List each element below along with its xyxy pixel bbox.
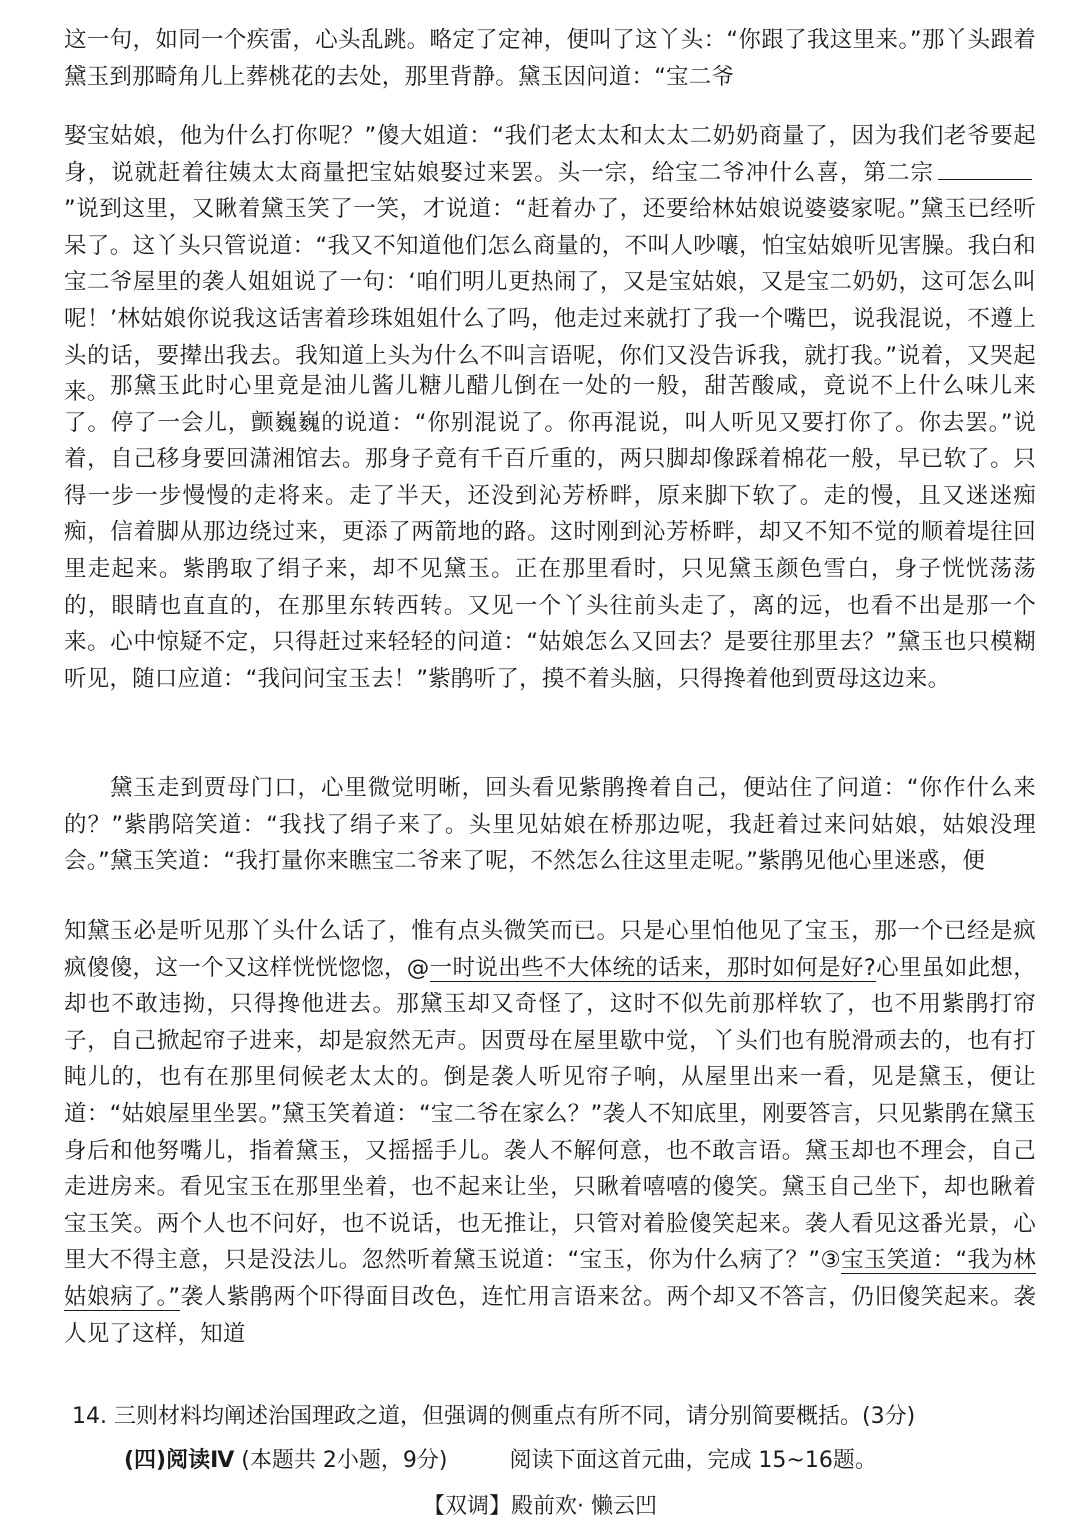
passage-paragraph-5: [64, 913, 1036, 1352]
fill-in-blank-line: [938, 167, 1032, 180]
section-4-info: (本题共 2小题，9分): [241, 1448, 448, 1473]
passage-text: 黛玉走到贾母门口，心里微觉明晰，回头看见紫鹃搀着自己，便站住了问道：“你作什么来的？”紫鹃陪笑道：“我找了绢子来了。头里见姑娘在桥那边呢，我赶着过来问姑娘，姑娘没理会。”黛玉笑道：“我打量你来瞧宝二爷来了呢，不然怎么往这里走呢。”紫鹃见他心里迷惑，便: [64, 775, 1036, 875]
underlined-sentence-1: 一时说出些不大体统的话来，那时如何是好?: [429, 954, 877, 981]
section-4-heading: [124, 1446, 877, 1476]
underlined-sentence-3: 宝玉笑道：“我为林姑娘病了。”: [64, 1247, 1036, 1310]
passage-text: 知黛玉必是听见那丫头什么话了，惟有点头微笑而已。只是心里怕他见了宝玉，那一个已经是疯疯傻傻，这一个又这样恍恍惚惚，@: [64, 918, 1036, 981]
passage-paragraph-4: [64, 770, 1036, 880]
passage-paragraph-3: [64, 368, 1036, 697]
passage-paragraph-2: [64, 118, 1036, 411]
question-14: 14. 三则材料均阐述治国理政之道，但强调的侧重点有所不同，请分别简要概括。(3分): [72, 1404, 916, 1429]
passage-paragraph-1: [64, 22, 1036, 95]
passage-text: 娶宝姑娘，他为什么打你呢？”傻大姐道：“我们老太太和太太二奶奶商量了，因为我们老爷要起身，说就赶着往姨太太商量把宝姑娘娶过来罢。头一宗，给宝二爷冲什么喜，第二宗: [64, 123, 1036, 186]
passage-text: 这一句，如同一个疾雷，心头乱跳。略定了定神，便叫了这丫头：“你跟了我这里来。”那丫头跟着黛玉到那畸角儿上葬桃花的去处，那里背静。黛玉因问道：“宝二爷: [64, 27, 1036, 90]
passage-text: ”说到这里，又瞅着黛玉笑了一笑，才说道：“赶着办了，还要给林姑娘说婆婆家呢。”黛玉已经听呆了。这丫头只管说道：“我又不知道他们怎么商量的，不叫人吵嚷，怕宝姑娘听见害臊。我白和宝二爷屋里的袭人姐姐说了一句：‘咱们明儿更热闹了，又是宝姑娘，又是宝二奶奶，这可怎么叫呢！’林姑娘你说我这话害着珍珠姐姐什么了吗，他走过来就打了我一个嘴巴，说我混说，不遵上头的话，要撵出我去。我知道上头为什么不叫言语呢，你们又没告诉我，就打我。”说着，又哭起来。: [64, 196, 1036, 406]
passage-text: 心里虽如此想，却也不敢违拗，只得搀他进去。那黛玉却又奇怪了，这时不似先前那样软了，也不用紫鹃打帘子，自己掀起帘子进来，却是寂然无声。因贾母在屋里歇中觉，丫头们也有脱滑顽去的，也有打盹儿的，也有在那里伺候老太太的。倒是袭人听见帘子响，从屋里出来一看，见是黛玉，便让道：“姑娘屋里坐罢。”黛玉笑着道：“宝二爷在家么？”袭人不知底里，刚要答言，只见紫鹃在黛玉身后和他努嘴儿，指着黛玉，又摇摇手儿。袭人不解何意，也不敢言语。黛玉却也不理会，自己走进房来。看见宝玉在那里坐着，也不起来让坐，只瞅着嘻嘻的傻笑。黛玉自己坐下，却也瞅着宝玉笑。两个人也不问好，也不说话，也无推让，只管对着脸傻笑起来。袭人看见这番光景，心里大不得主意，只是没法儿。忽然听着黛玉说道：“宝玉，你为什么病了？”③: [64, 954, 1036, 1274]
passage-text: 袭人紫鹃两个吓得面目改色，连忙用言语来岔。两个却又不答言，仍旧傻笑起来。袭人见了这样，知道: [64, 1283, 1036, 1347]
section-4-label: (四)阅读Ⅳ: [124, 1448, 235, 1473]
section-4-instruction: 阅读下面这首元曲，完成 15~16题。: [509, 1448, 877, 1473]
song-title: 【双调】殿前欢· 懒云凹: [423, 1494, 657, 1519]
passage-text: 那黛玉此时心里竟是油儿酱儿糖儿醋儿倒在一处的一般，甜苦酸咸，竟说不上什么味儿来了。停了一会儿，颤巍巍的说道：“你别混说了。你再混说，叫人听见又要打你了。你去罢。”说着，自己移身要回潇湘馆去。那身子竟有千百斤重的，两只脚却像踩着棉花一般，早已软了。只得一步一步慢慢的走将来。走了半天，还没到沁芳桥畔，原来脚下软了。走的慢，且又迷迷痴痴，信着脚从那边绕过来，更添了两箭地的路。这时刚到沁芳桥畔，却又不知不觉的顺着堤往回里走起来。紫鹃取了绢子来，却不见黛玉。正在那里看时，只见黛玉颜色雪白，身子恍恍荡荡的，眼睛也直直的，在那里东转西转。又见一个丫头往前头走了，离的远，也看不出是那一个来。心中惊疑不定，只得赶过来轻轻的问道：“姑娘怎么又回去？是要往那里去？”黛玉也只模糊听见，随口应道：“我问问宝玉去！”紫鹃听了，摸不着头脑，只得搀着他到贾母这边来。: [64, 373, 1036, 692]
